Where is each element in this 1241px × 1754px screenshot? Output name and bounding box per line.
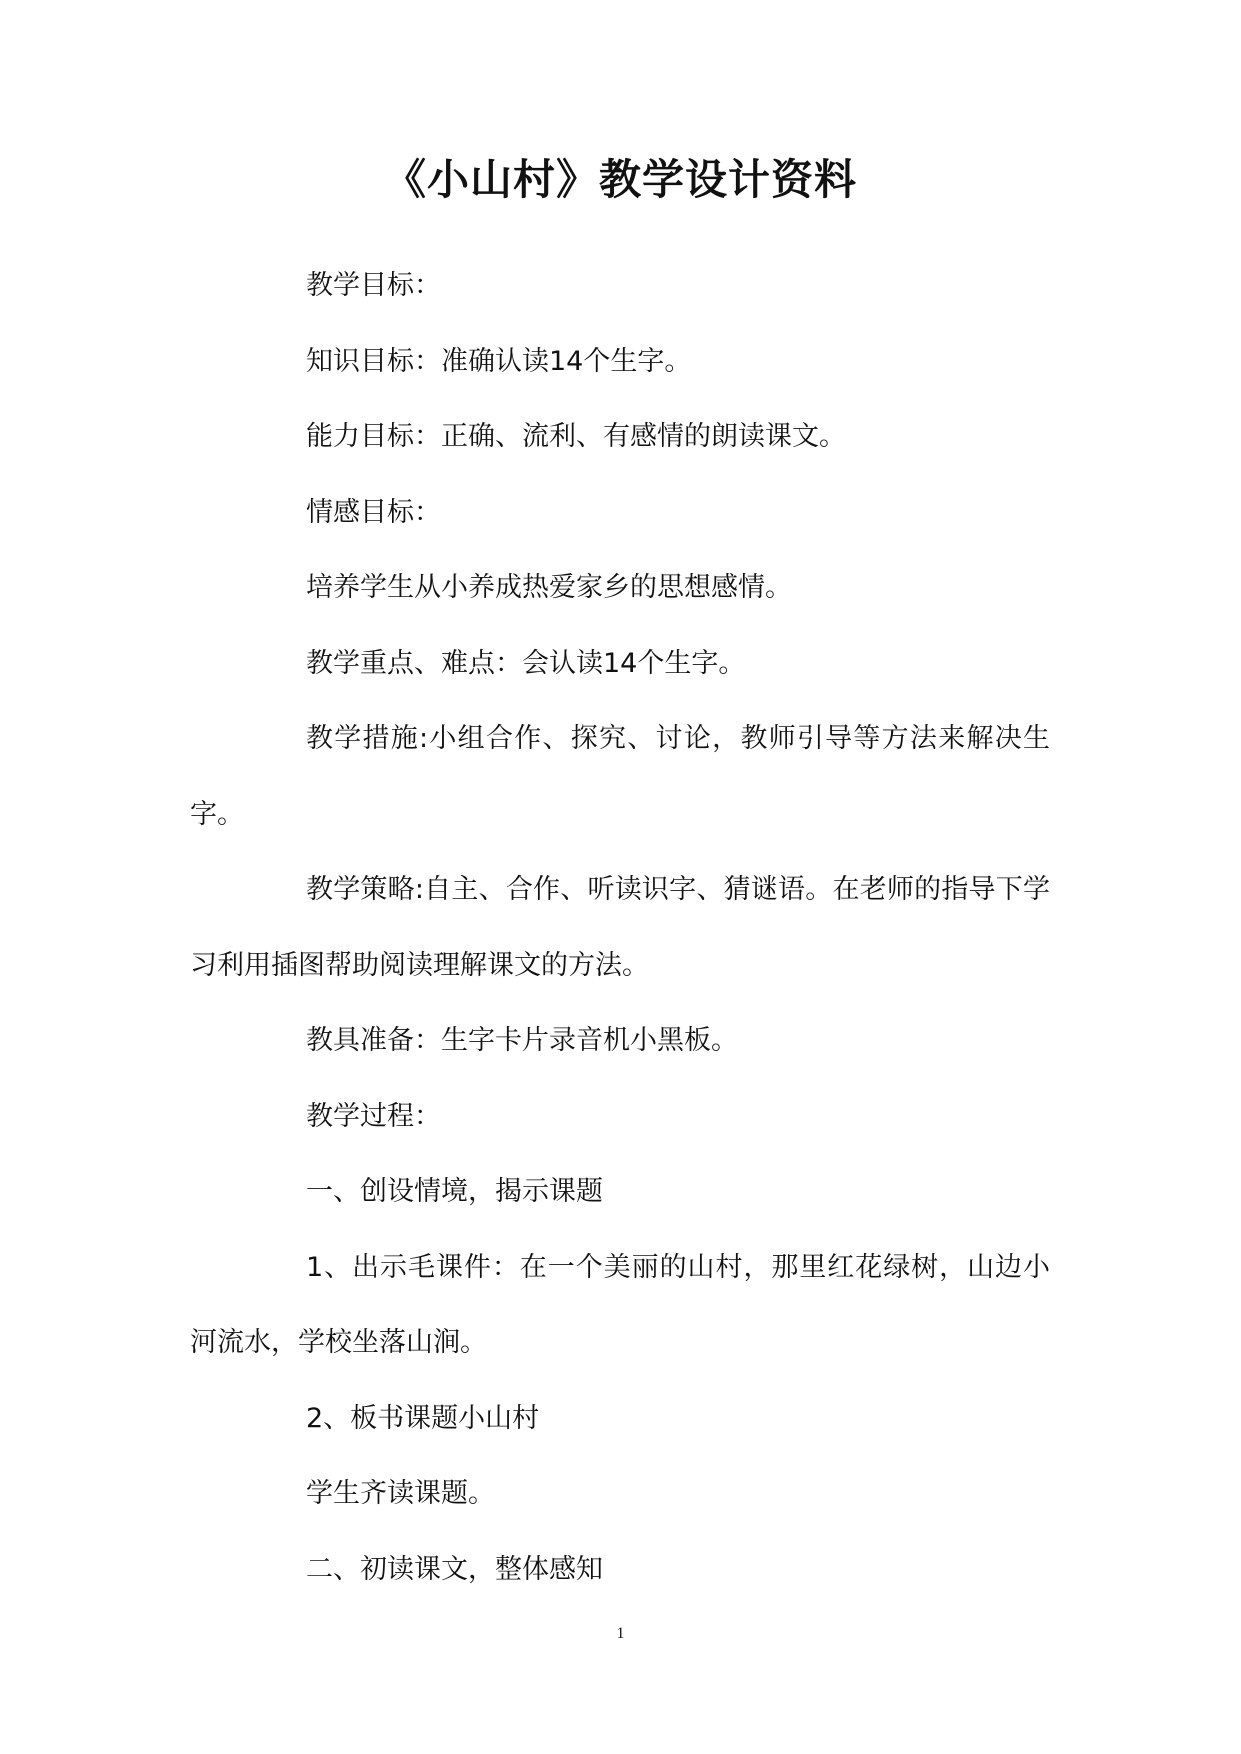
document-body: [190, 248, 1050, 1607]
paragraph: 情感目标：: [306, 496, 441, 528]
paragraph: 教学策略:自主、合作、听读识字、猜谜语。在老师的指导下学习利用插图帮助阅读理解课文的方法。: [190, 874, 1050, 981]
paragraph: 教学重点、难点：会认读14个生字。: [306, 647, 746, 679]
paragraph: 一、创设情境，揭示课题: [306, 1176, 603, 1207]
document-title: 《小山村》教学设计资料: [383, 155, 857, 204]
paragraph: 二、初读课文，整体感知: [306, 1553, 603, 1585]
paragraph: 教学目标：: [306, 270, 441, 301]
paragraph: 教学过程：: [306, 1100, 441, 1132]
paragraph: 1、出示毛课件：在一个美丽的山村，那里红花绿树，山边小河流水，学校坐落山涧。: [190, 1251, 1050, 1358]
paragraph: 知识目标：准确认读14个生字。: [306, 345, 692, 377]
paragraph: 教具准备：生字卡片录音机小黑板。: [306, 1025, 738, 1056]
paragraph: 2、板书课题小山村: [306, 1402, 540, 1434]
paragraph: 培养学生从小养成热爱家乡的思想感情。: [306, 572, 792, 603]
paragraph: 学生齐读课题。: [306, 1478, 495, 1509]
paragraph: 能力目标：正确、流利、有感情的朗读课文。: [306, 421, 846, 452]
paragraph: 教学措施:小组合作、探究、讨论，教师引导等方法来解决生字。: [190, 723, 1050, 830]
page-number: 1: [616, 1625, 625, 1642]
